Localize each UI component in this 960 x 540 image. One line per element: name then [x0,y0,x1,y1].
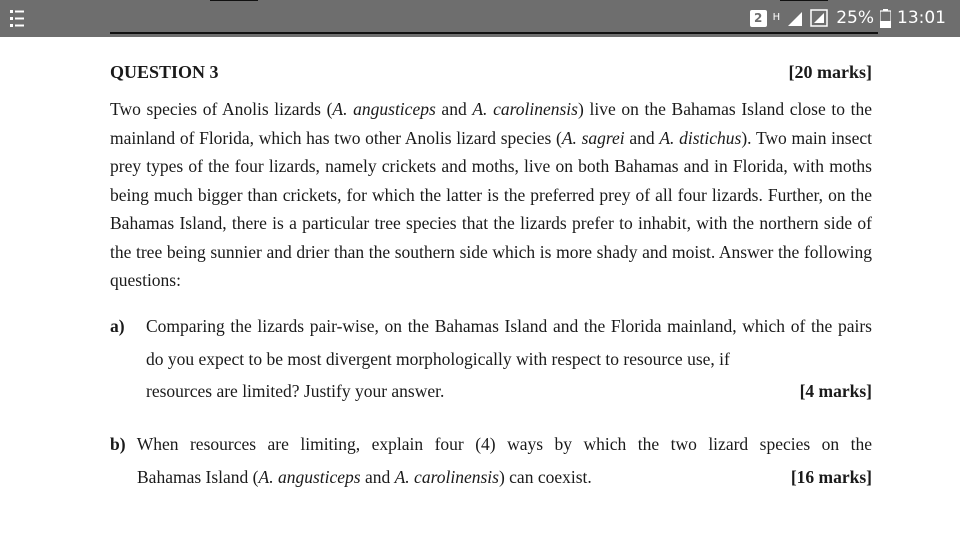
signal-box-icon [810,9,828,27]
page-edge-mark [780,0,828,1]
part-a-label: a) [110,316,125,336]
network-type-label: H [772,12,781,23]
part-b-last-line: Bahamas Island (A. angusticeps and A. carolinensis) can coexist. [137,467,592,487]
part-b-text: When resources are limiting, explain four (4) ways by which the two lizard species on the [136,434,872,454]
sim-badge: 2 [750,10,767,27]
signal-icon [786,10,804,27]
battery-icon [880,9,891,28]
part-b-label: b) [110,434,126,454]
part-a-last-line: resources are limited? Justify your answer. [146,381,445,401]
menu-list-icon[interactable] [10,10,24,28]
clock: 13:01 [897,8,946,28]
part-a-marks: [4 marks] [799,381,872,401]
part-b [110,428,872,494]
part-b-marks: [16 marks] [790,467,872,487]
question-title: QUESTION 3 [110,62,219,82]
part-a-text: Comparing the lizards pair-wise, on the Bahamas Island and the Florida mainland, which of the pairs do you expect to be most divergent morphologically with respect to resource use, if [146,316,872,369]
question-intro: Two species of Anolis lizards (A. angusticeps and A. carolinensis) live on the Bahamas Island close to the mainland of Florida, which has two other Anolis lizard species (A. sagrei and A. distichus). Two main insect prey types of the four lizards, namely crickets and moths, live on both Bahamas and in Florida, with moths being much bigger than crickets, for which the latter is the preferred prey of all four lizards. Further, on the Bahamas Island, there is a particular tree species that the lizards prefer to inhabit, with the northern side of the tree being sunnier and drier than the southern side which is more shady and moist. Answer the following questions: [110,99,873,290]
battery-percent: 25% [836,8,874,28]
question-marks: [20 marks] [788,62,872,82]
status-indicators [750,5,946,31]
page-edge-mark [210,0,258,1]
header-rule [110,32,878,34]
part-a [110,310,872,408]
